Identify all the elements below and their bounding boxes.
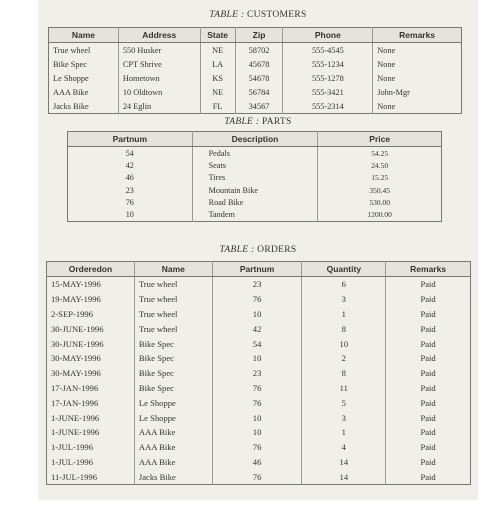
customer-remarks: None [373, 57, 462, 71]
order-name: AAA Bike [134, 440, 212, 455]
table-row [47, 381, 471, 396]
order-partnum: 10 [212, 410, 302, 425]
customer-address: CPT Shrive [118, 57, 200, 71]
table-row [47, 425, 471, 440]
order-remarks: Paid [386, 425, 471, 440]
order-quantity: 14 [302, 455, 386, 470]
orders-header-row [47, 262, 471, 277]
order-date: 17-JAN-1996 [51, 382, 99, 393]
customers-header-state: State [200, 28, 235, 43]
order-name: True wheel [134, 277, 212, 292]
table-row [47, 321, 471, 336]
order-partnum: 10 [212, 425, 302, 440]
order-quantity: 14 [302, 469, 386, 484]
part-number: 46 [125, 173, 134, 183]
order-date: 1-JUL-1996 [51, 442, 94, 453]
customer-address: 550 Husker [118, 43, 200, 58]
table-row [47, 455, 471, 470]
order-date: 11-JUL-1996 [51, 471, 97, 482]
customer-address: 10 Oldtown [118, 85, 200, 99]
order-date: 30-JUNE-1996 [51, 338, 104, 349]
customers-table [48, 27, 462, 114]
order-name: Le Shoppe [134, 395, 212, 410]
order-remarks: Paid [386, 440, 471, 455]
part-number: 23 [125, 185, 134, 195]
order-name: Jacks Bike [134, 469, 212, 484]
order-remarks: Paid [386, 336, 471, 351]
order-partnum: 76 [212, 381, 302, 396]
part-number: 54 [125, 148, 134, 158]
part-price: 24.50 [318, 159, 442, 171]
part-number: 42 [125, 160, 134, 170]
order-date: 1-JUL-1996 [51, 456, 94, 467]
customer-remarks: None [373, 99, 462, 114]
table-row [68, 147, 442, 160]
order-name: AAA Bike [134, 425, 212, 440]
orders-caption-prefix: TABLE : [219, 245, 255, 255]
customers-header-remarks: Remarks [373, 28, 462, 43]
orders-header-remarks: Remarks [386, 262, 471, 277]
order-quantity: 5 [302, 395, 386, 410]
orders-header-orderedon: Orderedon [47, 262, 135, 277]
customers-header-row [49, 28, 462, 43]
order-name: Bike Spec [134, 366, 212, 381]
part-description: Tires [192, 172, 318, 184]
table-row [49, 57, 462, 71]
order-remarks: Paid [386, 381, 471, 396]
customer-state: NE [200, 43, 235, 58]
order-date: 19-MAY-1996 [51, 294, 101, 305]
order-partnum: 10 [212, 351, 302, 366]
order-partnum: 76 [212, 440, 302, 455]
order-remarks: Paid [386, 307, 471, 322]
order-remarks: Paid [386, 351, 471, 366]
orders-caption-title: ORDERS [257, 245, 297, 255]
order-date: 30-MAY-1996 [51, 368, 101, 379]
part-price: 530.00 [318, 196, 442, 208]
parts-table [67, 131, 442, 222]
customer-name: Bike Spec [53, 59, 87, 69]
order-quantity: 2 [302, 351, 386, 366]
table-row [68, 184, 442, 196]
table-row [49, 99, 462, 114]
customer-name: Jacks Bike [53, 101, 89, 111]
order-date: 17-JAN-1996 [51, 397, 99, 408]
part-number: 10 [125, 210, 134, 220]
order-quantity: 1 [302, 307, 386, 322]
table-row [47, 469, 471, 484]
order-name: Bike Spec [134, 351, 212, 366]
part-number: 76 [125, 197, 134, 207]
order-remarks: Paid [386, 366, 471, 381]
orders-header-quantity: Quantity [302, 262, 386, 277]
table-row [47, 292, 471, 307]
orders-table [46, 261, 471, 485]
customer-name: AAA Bike [53, 87, 89, 97]
customers-caption-prefix: TABLE : [209, 10, 245, 20]
document-page [38, 0, 478, 500]
customer-zip: 56784 [235, 85, 283, 99]
table-row [68, 196, 442, 208]
order-name: True wheel [134, 321, 212, 336]
table-row [47, 307, 471, 322]
table-row [49, 71, 462, 85]
customer-phone: 555-1278 [283, 71, 373, 85]
customer-phone: 555-2314 [283, 99, 373, 114]
customer-state: NE [200, 85, 235, 99]
parts-header-price: Price [318, 132, 442, 147]
table-row [47, 366, 471, 381]
order-partnum: 54 [212, 336, 302, 351]
customers-header-address: Address [118, 28, 200, 43]
customer-remarks: None [373, 71, 462, 85]
customer-zip: 58702 [235, 43, 283, 58]
customer-state: FL [200, 99, 235, 114]
orders-header-partnum: Partnum [212, 262, 302, 277]
table-row [68, 172, 442, 184]
order-date: 15-MAY-1996 [51, 279, 101, 290]
order-date: 30-MAY-1996 [51, 353, 101, 364]
order-quantity: 3 [302, 292, 386, 307]
parts-caption [38, 117, 478, 127]
order-remarks: Paid [386, 395, 471, 410]
order-quantity: 6 [302, 277, 386, 292]
table-row [47, 395, 471, 410]
order-partnum: 23 [212, 277, 302, 292]
order-remarks: Paid [386, 277, 471, 292]
customer-zip: 34567 [235, 99, 283, 114]
order-quantity: 11 [302, 381, 386, 396]
order-partnum: 42 [212, 321, 302, 336]
parts-caption-prefix: TABLE : [224, 117, 260, 127]
order-remarks: Paid [386, 321, 471, 336]
customer-state: LA [200, 57, 235, 71]
customer-remarks: None [373, 43, 462, 58]
table-row [47, 336, 471, 351]
order-date: 1-JUNE-1996 [51, 412, 100, 423]
order-name: Bike Spec [134, 336, 212, 351]
order-remarks: Paid [386, 455, 471, 470]
customers-caption [38, 10, 478, 20]
order-name: True wheel [134, 307, 212, 322]
part-description: Seats [192, 159, 318, 171]
table-row [49, 43, 462, 58]
order-partnum: 46 [212, 455, 302, 470]
order-date: 2-SEP-1996 [51, 308, 94, 319]
customer-name: Le Shoppe [53, 73, 89, 83]
order-name: True wheel [134, 292, 212, 307]
parts-header-row [68, 132, 442, 147]
order-partnum: 76 [212, 292, 302, 307]
customers-header-zip: Zip [235, 28, 283, 43]
customers-header-phone: Phone [283, 28, 373, 43]
parts-header-partnum: Partnum [68, 132, 193, 147]
part-price: 1200.00 [318, 208, 442, 221]
order-quantity: 1 [302, 425, 386, 440]
order-quantity: 4 [302, 440, 386, 455]
customer-phone: 555-1234 [283, 57, 373, 71]
table-row [47, 277, 471, 292]
order-remarks: Paid [386, 469, 471, 484]
customer-address: Hometown [118, 71, 200, 85]
table-row [49, 85, 462, 99]
part-price: 54.25 [318, 147, 442, 160]
customer-zip: 54678 [235, 71, 283, 85]
part-description: Road Bike [192, 196, 318, 208]
part-description: Tandem [192, 208, 318, 221]
table-row [68, 159, 442, 171]
table-row [68, 208, 442, 221]
order-name: Le Shoppe [134, 410, 212, 425]
order-partnum: 76 [212, 469, 302, 484]
orders-header-name: Name [134, 262, 212, 277]
customer-address: 24 Eglin [118, 99, 200, 114]
order-name: AAA Bike [134, 455, 212, 470]
part-description: Mountain Bike [192, 184, 318, 196]
part-price: 350.45 [318, 184, 442, 196]
customer-name: True wheel [53, 45, 91, 55]
table-row [47, 440, 471, 455]
table-row [47, 410, 471, 425]
table-row [47, 351, 471, 366]
part-description: Pedals [192, 147, 318, 160]
order-remarks: Paid [386, 410, 471, 425]
customers-caption-title: CUSTOMERS [247, 10, 307, 20]
customers-header-name: Name [49, 28, 119, 43]
customer-phone: 555-3421 [283, 85, 373, 99]
order-date: 1-JUNE-1996 [51, 427, 100, 438]
customer-state: KS [200, 71, 235, 85]
parts-caption-title: PARTS [261, 117, 292, 127]
order-quantity: 10 [302, 336, 386, 351]
order-date: 30-JUNE-1996 [51, 323, 104, 334]
orders-caption [38, 245, 478, 255]
customer-phone: 555-4545 [283, 43, 373, 58]
order-remarks: Paid [386, 292, 471, 307]
order-quantity: 3 [302, 410, 386, 425]
order-quantity: 8 [302, 366, 386, 381]
order-partnum: 76 [212, 395, 302, 410]
order-quantity: 8 [302, 321, 386, 336]
order-partnum: 23 [212, 366, 302, 381]
order-name: Bike Spec [134, 381, 212, 396]
part-price: 15.25 [318, 172, 442, 184]
parts-header-description: Description [192, 132, 318, 147]
customer-zip: 45678 [235, 57, 283, 71]
customer-remarks: John-Mgr [373, 85, 462, 99]
order-partnum: 10 [212, 307, 302, 322]
